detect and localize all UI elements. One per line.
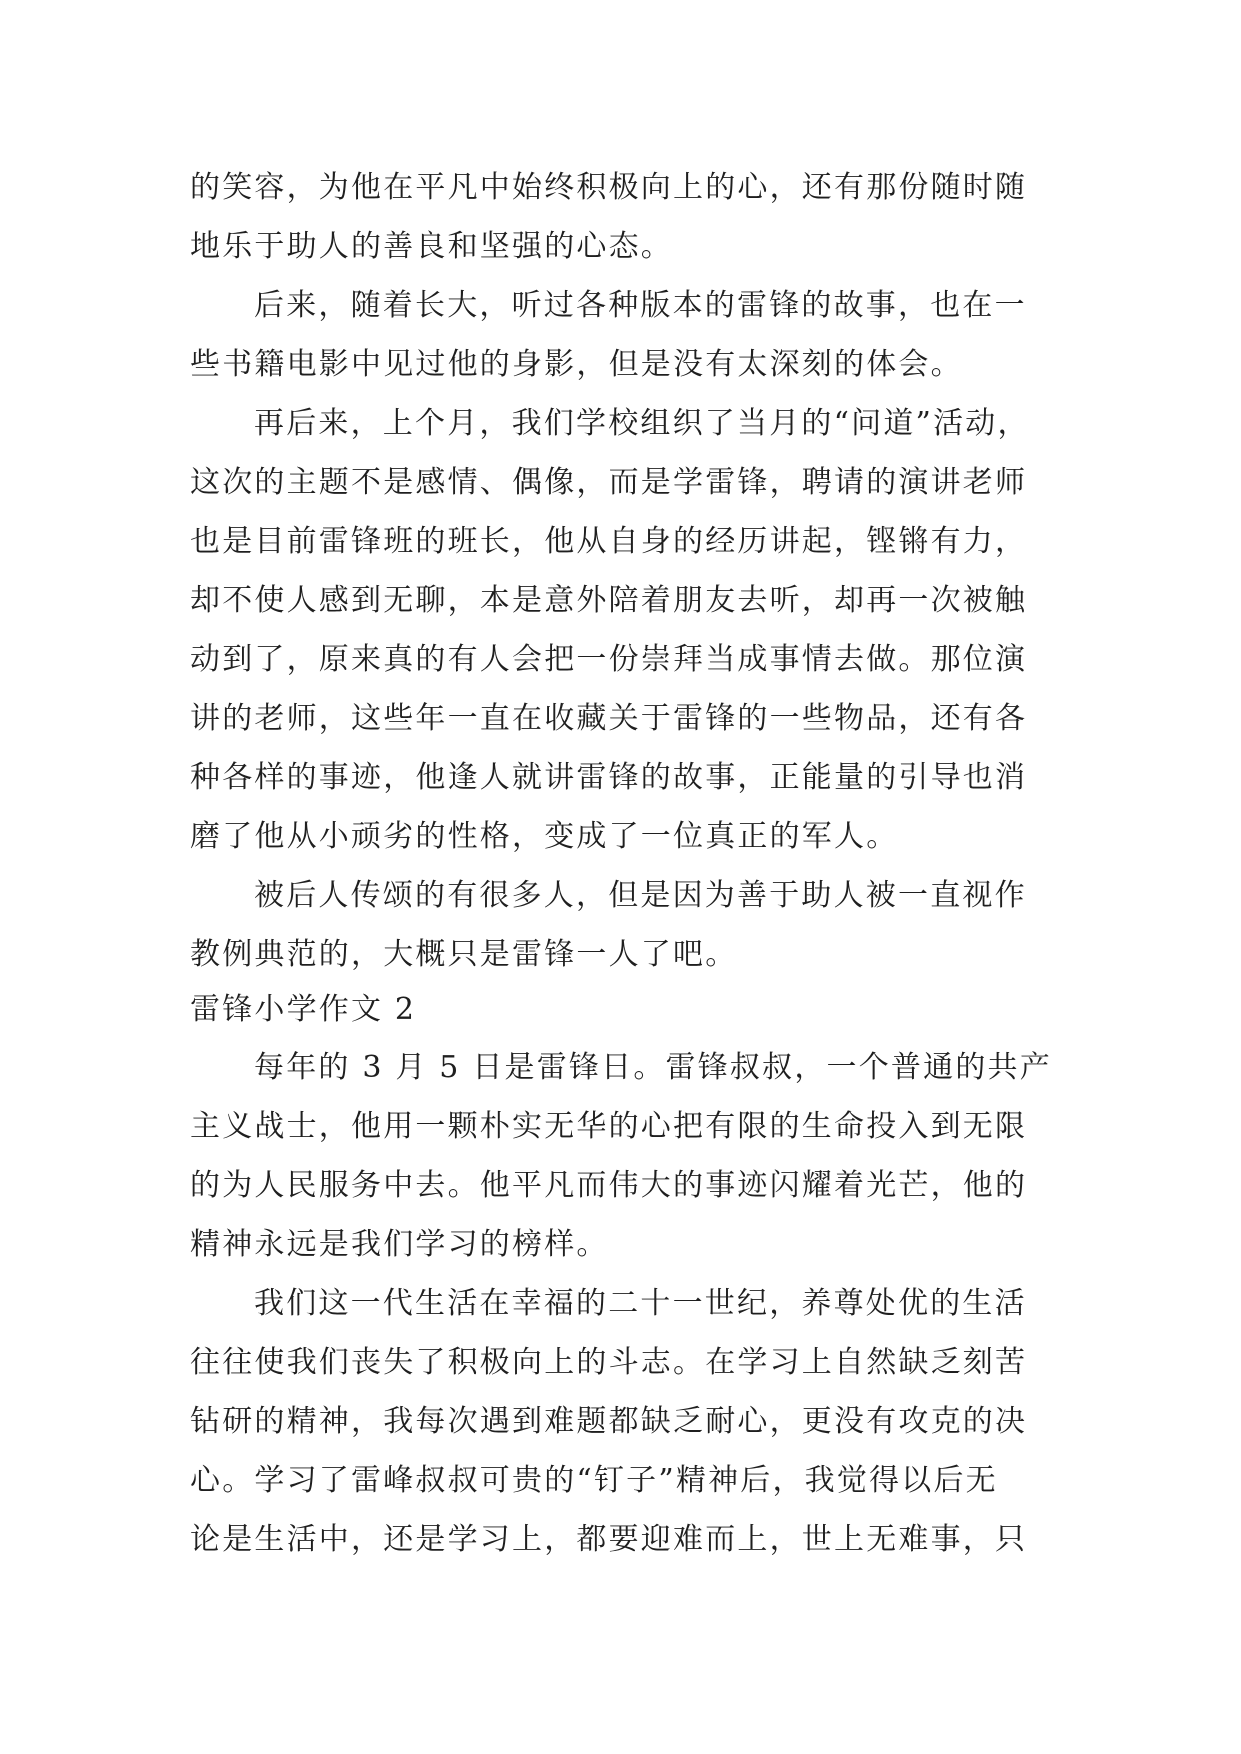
text-line: 被后人传颂的有很多人，但是因为善于助人被一直视作: [254, 878, 1027, 913]
text-line: 动到了，原来真的有人会把一份崇拜当成事情去做。那位演: [190, 642, 1028, 677]
paragraph: [190, 276, 1052, 394]
text-line: 的笑容，为他在平凡中始终积极向上的心，还有那份随时随: [190, 170, 1028, 205]
text-line: 论是生活中，还是学习上，都要迎难而上，世上无难事，只: [190, 1522, 1028, 1557]
text-line: 精神永远是我们学习的榜样。: [190, 1227, 609, 1262]
paragraph: [190, 866, 1052, 984]
text-line: 这次的主题不是感情、偶像，而是学雷锋，聘请的演讲老师: [190, 465, 1028, 500]
text-line: 教例典范的，大概只是雷锋一人了吧。: [190, 937, 738, 972]
text-line: 后来，随着长大，听过各种版本的雷锋的故事，也在一: [254, 288, 1027, 323]
text-line: 心。学习了雷峰叔叔可贵的“钉子”精神后，我觉得以后无: [190, 1463, 998, 1498]
paragraph: [190, 1274, 1052, 1569]
text-line: 些书籍电影中见过他的身影，但是没有太深刻的体会。: [190, 347, 963, 382]
text-line: 却不使人感到无聊，本是意外陪着朋友去听，却再一次被触: [190, 583, 1028, 618]
text-line: 地乐于助人的善良和坚强的心态。: [190, 229, 673, 264]
paragraph: [190, 394, 1052, 866]
paragraph: [190, 158, 1052, 276]
text-line: 讲的老师，这些年一直在收藏关于雷锋的一些物品，还有各: [190, 701, 1028, 736]
text-line: 钻研的精神，我每次遇到难题都缺乏耐心，更没有攻克的决: [190, 1404, 1028, 1439]
text-line: 每年的 3 月 5 日是雷锋日。雷锋叔叔，一个普通的共产: [254, 1050, 1052, 1085]
text-line: 主义战士，他用一颗朴实无华的心把有限的生命投入到无限: [190, 1109, 1028, 1144]
section-heading: 雷锋小学作文 2: [190, 992, 417, 1027]
paragraph: [190, 1038, 1052, 1274]
text-line: 也是目前雷锋班的班长，他从自身的经历讲起，铿锵有力，: [190, 524, 1028, 559]
text-line: 往往使我们丧失了积极向上的斗志。在学习上自然缺乏刻苦: [190, 1345, 1028, 1380]
text-line: 种各样的事迹，他逢人就讲雷锋的故事，正能量的引导也消: [190, 760, 1028, 795]
text-line: 再后来，上个月，我们学校组织了当月的“问道”活动，: [254, 406, 1030, 441]
text-line: 磨了他从小顽劣的性格，变成了一位真正的军人。: [190, 819, 899, 854]
essay-text: [190, 158, 1052, 1569]
text-line: 我们这一代生活在幸福的二十一世纪，养尊处优的生活: [254, 1286, 1027, 1321]
text-line: 的为人民服务中去。他平凡而伟大的事迹闪耀着光芒，他的: [190, 1168, 1028, 1203]
